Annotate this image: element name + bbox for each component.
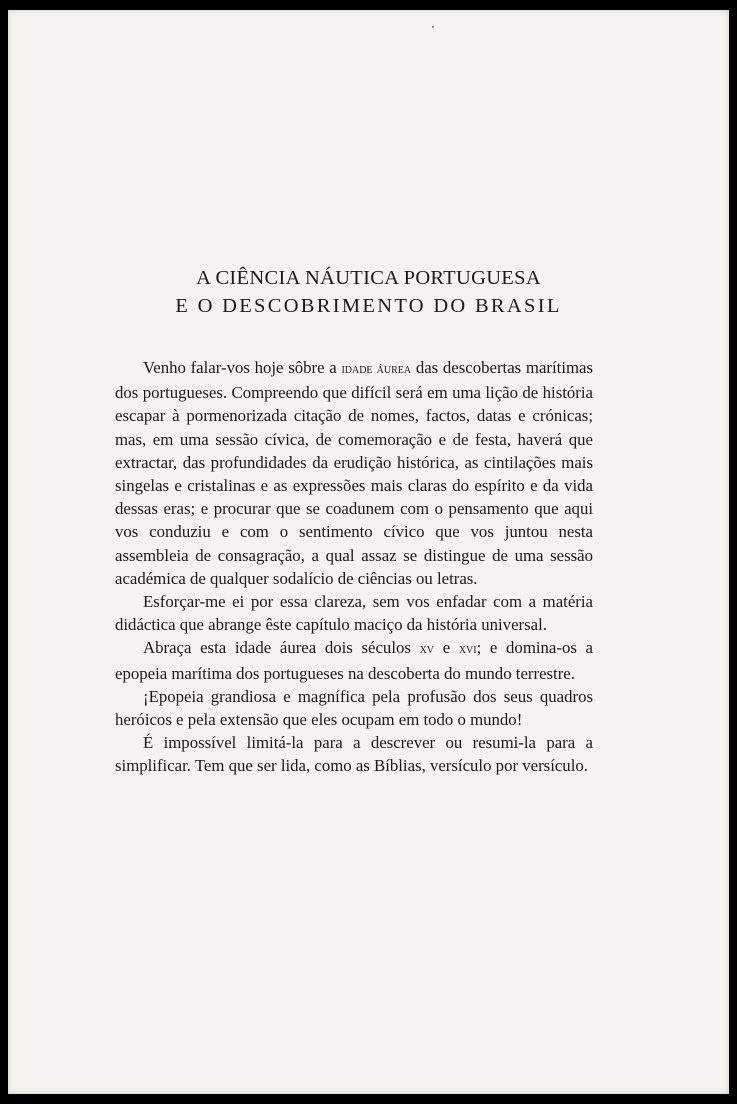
paragraph-4: ¡Epopeia grandiosa e magnífica pela profusão dos seus quadros heróicos e pela extensão que eles ocupam em todo o mundo! <box>115 686 593 730</box>
paragraph-2: Esforçar-me ei por essa clareza, sem vos enfadar com a matéria didáctica que abrange êste capítulo maciço da história universal. <box>115 592 593 635</box>
paragraph-3 <box>115 636 593 684</box>
paragraph-1 <box>115 356 593 590</box>
book-page <box>8 10 729 1094</box>
century-xv: xv <box>419 641 435 658</box>
paragraph-5: É impossível limitá-la para a descrever ou resumi-la para a simplificar. Tem que ser lida, como as Bíblias, versículo por versículo. <box>115 733 593 776</box>
century-xvi: xvi <box>458 641 477 658</box>
title-line-2: E O DESCOBRIMENTO DO BRASIL <box>175 295 562 317</box>
title-line-1: A CIÊNCIA NÁUTICA PORTUGUESA <box>196 267 541 289</box>
paragraph-3-start: Abraça esta idade áurea dois séculos <box>143 638 420 658</box>
paragraph-3-conjunction: e <box>434 638 459 658</box>
idade-aurea-smallcaps: idade áurea <box>341 361 412 377</box>
paragraph-1-start: Venho falar-vos hoje sôbre a <box>143 358 342 377</box>
body-text <box>115 356 593 778</box>
paragraph-1-rest: das descobertas marítimas dos portugueses. Compreendo que difícil será em uma lição de história escapar à pormenorizada citação de nomes, factos, datas e crónicas; mas, em uma sessão cívica, de comemoração e de festa, haverá que extractar, das profundidades da erudição histórica, as cintilações mais singelas e cristalinas e as expressões mais claras do espírito e da vida dessas eras; e procurar que se coadunem com o pensamento que aqui vos conduziu e com o sentimento cívico que vos juntou nesta assembleia de consagração, a qual assaz se distingue de uma sessão académica de qualquer sodalício de ciências ou letras. <box>115 358 594 588</box>
ink-speck <box>432 26 434 28</box>
chapter-title <box>8 264 729 320</box>
paragraph-3-rest: ; e domina-os a epopeia marítima dos portugueses na descoberta do mundo terrestre. <box>115 638 593 683</box>
